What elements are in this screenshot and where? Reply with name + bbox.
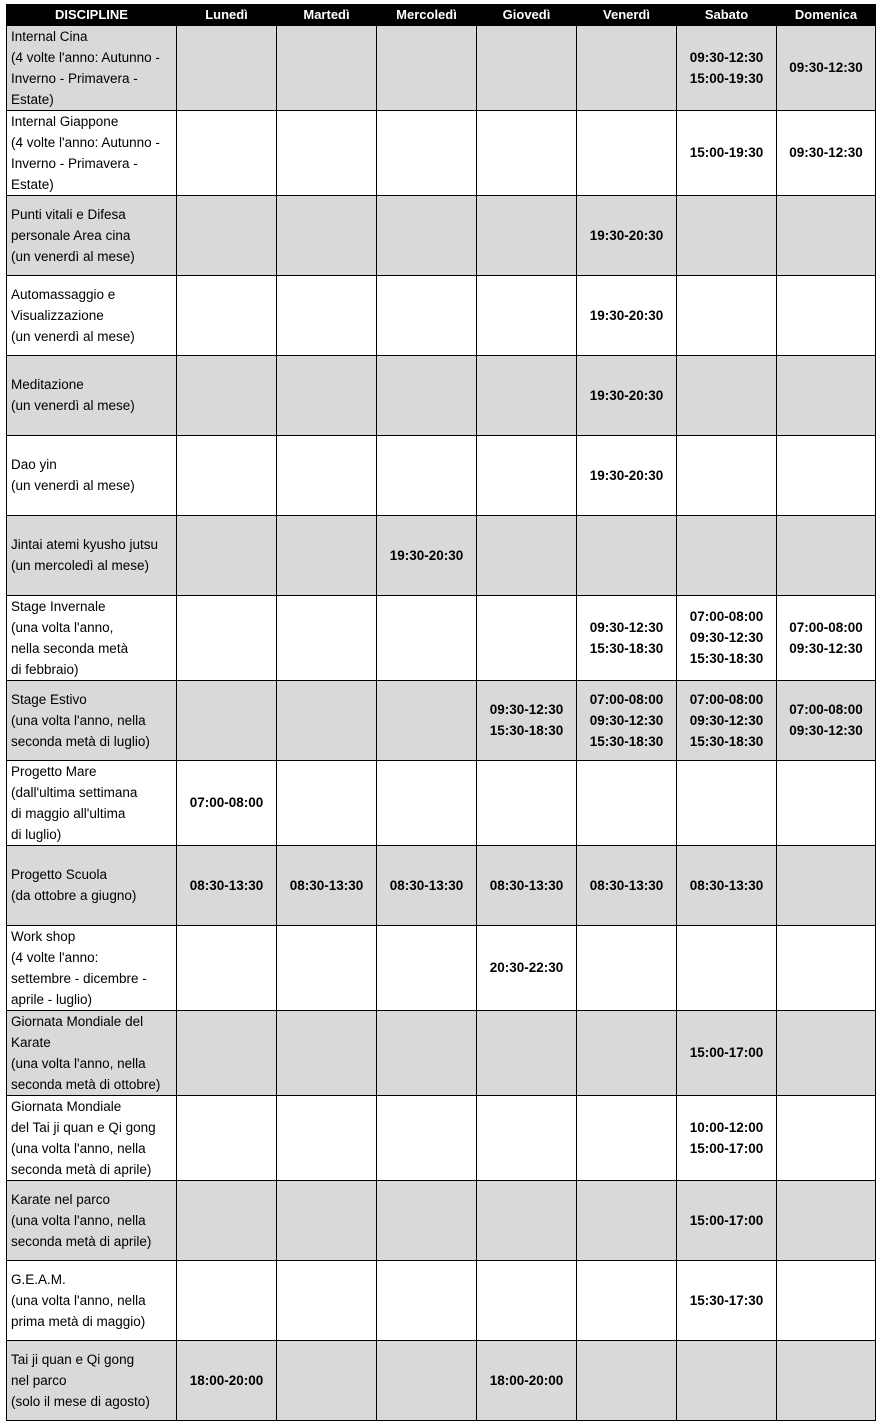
time-cell-lunedi — [177, 195, 277, 275]
time-cell-sabato — [677, 435, 777, 515]
time-cell-mercoledi — [377, 1340, 477, 1420]
time-cell-venerdi: 19:30-20:30 — [577, 355, 677, 435]
time-cell-giovedi — [477, 355, 577, 435]
discipline-label: Internal Giappone (4 volte l'anno: Autunno - Inverno - Primavera - Estate) — [11, 113, 160, 192]
time-cell-venerdi: 19:30-20:30 — [577, 275, 677, 355]
time-cell-sabato — [677, 1340, 777, 1420]
time-cell-venerdi — [577, 1010, 677, 1095]
time-cell-mercoledi: 19:30-20:30 — [377, 515, 477, 595]
time-cell-domenica — [777, 195, 876, 275]
time-cell-sabato: 07:00-08:00 09:30-12:30 15:30-18:30 — [677, 595, 777, 680]
time-cell-lunedi — [177, 355, 277, 435]
time-cell-giovedi — [477, 110, 577, 195]
table-row — [7, 25, 876, 110]
time-cell-martedi — [277, 110, 377, 195]
discipline-cell — [7, 110, 177, 195]
time-cell-venerdi — [577, 1260, 677, 1340]
time-cell-lunedi — [177, 515, 277, 595]
time-cell-lunedi — [177, 110, 277, 195]
time-cell-mercoledi — [377, 25, 477, 110]
discipline-label: Punti vitali e Difesa personale Area cina (un venerdì al mese) — [11, 206, 135, 264]
table-row — [7, 1180, 876, 1260]
discipline-cell — [7, 925, 177, 1010]
discipline-label: Jintai atemi kyusho jutsu (un mercoledì al mese) — [11, 537, 159, 573]
time-cell-sabato: 15:00-17:00 — [677, 1180, 777, 1260]
time-cell-mercoledi — [377, 195, 477, 275]
discipline-label: G.E.A.M. (una volta l'anno, nella prima metà di maggio) — [11, 1271, 146, 1329]
header-row — [7, 4, 876, 25]
discipline-label: Tai ji quan e Qi gong nel parco (solo il mese di agosto) — [11, 1351, 150, 1409]
time-cell-martedi — [277, 275, 377, 355]
table-row — [7, 1260, 876, 1340]
time-cell-domenica — [777, 515, 876, 595]
time-cell-lunedi — [177, 25, 277, 110]
schedule-table — [6, 4, 876, 1421]
time-cell-mercoledi — [377, 760, 477, 845]
time-cell-mercoledi — [377, 1095, 477, 1180]
time-cell-domenica — [777, 1095, 876, 1180]
table-row — [7, 925, 876, 1010]
time-cell-venerdi — [577, 515, 677, 595]
header-discipline: DISCIPLINE — [7, 4, 177, 25]
time-cell-lunedi — [177, 680, 277, 760]
time-cell-domenica — [777, 355, 876, 435]
header-venerdi: Venerdì — [577, 4, 677, 25]
table-row — [7, 1340, 876, 1420]
time-cell-sabato — [677, 275, 777, 355]
discipline-cell — [7, 25, 177, 110]
time-cell-venerdi: 08:30-13:30 — [577, 845, 677, 925]
time-cell-giovedi — [477, 435, 577, 515]
time-cell-giovedi — [477, 1095, 577, 1180]
time-cell-martedi — [277, 515, 377, 595]
time-cell-mercoledi — [377, 925, 477, 1010]
schedule-body — [7, 25, 876, 1420]
discipline-cell — [7, 275, 177, 355]
header-mercoledi: Mercoledì — [377, 4, 477, 25]
time-cell-domenica — [777, 760, 876, 845]
time-cell-domenica — [777, 845, 876, 925]
time-cell-venerdi — [577, 760, 677, 845]
discipline-cell — [7, 515, 177, 595]
time-cell-venerdi: 09:30-12:30 15:30-18:30 — [577, 595, 677, 680]
time-cell-martedi — [277, 355, 377, 435]
time-cell-domenica: 09:30-12:30 — [777, 110, 876, 195]
discipline-label: Stage Invernale (una volta l'anno, nella seconda metà di febbraio) — [11, 598, 129, 677]
time-cell-giovedi — [477, 760, 577, 845]
time-cell-venerdi: 07:00-08:00 09:30-12:30 15:30-18:30 — [577, 680, 677, 760]
time-cell-sabato — [677, 195, 777, 275]
table-row — [7, 595, 876, 680]
discipline-label: Giornata Mondiale del Karate (una volta l'anno, nella seconda metà di ottobre) — [11, 1013, 161, 1092]
time-cell-venerdi — [577, 25, 677, 110]
time-cell-domenica — [777, 1010, 876, 1095]
discipline-label: Stage Estivo (una volta l'anno, nella seconda metà di luglio) — [11, 691, 150, 749]
time-cell-domenica: 07:00-08:00 09:30-12:30 — [777, 595, 876, 680]
discipline-cell — [7, 355, 177, 435]
time-cell-mercoledi — [377, 435, 477, 515]
time-cell-martedi — [277, 195, 377, 275]
time-cell-sabato — [677, 925, 777, 1010]
time-cell-domenica: 07:00-08:00 09:30-12:30 — [777, 680, 876, 760]
header-martedi: Martedì — [277, 4, 377, 25]
time-cell-martedi — [277, 925, 377, 1010]
header-domenica: Domenica — [777, 4, 876, 25]
table-row — [7, 515, 876, 595]
table-row — [7, 680, 876, 760]
time-cell-mercoledi: 08:30-13:30 — [377, 845, 477, 925]
time-cell-martedi — [277, 435, 377, 515]
time-cell-sabato: 07:00-08:00 09:30-12:30 15:30-18:30 — [677, 680, 777, 760]
discipline-label: Karate nel parco (una volta l'anno, nella seconda metà di aprile) — [11, 1191, 152, 1249]
time-cell-mercoledi — [377, 680, 477, 760]
time-cell-giovedi: 09:30-12:30 15:30-18:30 — [477, 680, 577, 760]
table-row — [7, 1010, 876, 1095]
time-cell-lunedi: 08:30-13:30 — [177, 845, 277, 925]
time-cell-giovedi: 08:30-13:30 — [477, 845, 577, 925]
time-cell-martedi — [277, 1340, 377, 1420]
time-cell-lunedi — [177, 1095, 277, 1180]
time-cell-venerdi — [577, 110, 677, 195]
time-cell-venerdi: 19:30-20:30 — [577, 195, 677, 275]
time-cell-sabato — [677, 355, 777, 435]
time-cell-lunedi — [177, 1010, 277, 1095]
time-cell-lunedi — [177, 1260, 277, 1340]
discipline-cell — [7, 845, 177, 925]
time-cell-domenica: 09:30-12:30 — [777, 25, 876, 110]
time-cell-lunedi — [177, 275, 277, 355]
time-cell-mercoledi — [377, 1180, 477, 1260]
time-cell-mercoledi — [377, 1010, 477, 1095]
time-cell-sabato: 15:00-17:00 — [677, 1010, 777, 1095]
time-cell-lunedi — [177, 925, 277, 1010]
discipline-label: Automassaggio e Visualizzazione (un venerdì al mese) — [11, 286, 135, 344]
discipline-cell — [7, 595, 177, 680]
time-cell-giovedi — [477, 195, 577, 275]
time-cell-sabato — [677, 515, 777, 595]
time-cell-lunedi — [177, 435, 277, 515]
time-cell-martedi — [277, 680, 377, 760]
time-cell-sabato: 15:30-17:30 — [677, 1260, 777, 1340]
time-cell-sabato — [677, 760, 777, 845]
discipline-label: Giornata Mondiale del Tai ji quan e Qi gong (una volta l'anno, nella seconda metà di aprile) — [11, 1098, 156, 1177]
time-cell-martedi — [277, 1180, 377, 1260]
table-row — [7, 110, 876, 195]
time-cell-domenica — [777, 925, 876, 1010]
time-cell-martedi — [277, 25, 377, 110]
header-sabato: Sabato — [677, 4, 777, 25]
table-row — [7, 760, 876, 845]
time-cell-giovedi — [477, 1010, 577, 1095]
time-cell-martedi — [277, 760, 377, 845]
discipline-cell — [7, 1095, 177, 1180]
time-cell-giovedi — [477, 1180, 577, 1260]
time-cell-venerdi — [577, 925, 677, 1010]
time-cell-venerdi — [577, 1180, 677, 1260]
time-cell-domenica — [777, 1340, 876, 1420]
discipline-cell — [7, 1260, 177, 1340]
time-cell-mercoledi — [377, 110, 477, 195]
discipline-cell — [7, 195, 177, 275]
discipline-cell — [7, 1010, 177, 1095]
table-row — [7, 435, 876, 515]
discipline-label: Work shop (4 volte l'anno: settembre - dicembre - aprile - luglio) — [11, 928, 147, 1007]
time-cell-domenica — [777, 1180, 876, 1260]
discipline-label: Progetto Mare (dall'ultima settimana di maggio all'ultima di luglio) — [11, 763, 138, 842]
time-cell-venerdi — [577, 1340, 677, 1420]
header-lunedi: Lunedì — [177, 4, 277, 25]
discipline-cell — [7, 760, 177, 845]
time-cell-mercoledi — [377, 1260, 477, 1340]
time-cell-martedi — [277, 1260, 377, 1340]
discipline-label: Meditazione (un venerdì al mese) — [11, 377, 135, 413]
header-giovedi: Giovedì — [477, 4, 577, 25]
table-row — [7, 845, 876, 925]
time-cell-lunedi — [177, 595, 277, 680]
discipline-label: Progetto Scuola (da ottobre a giugno) — [11, 867, 137, 903]
discipline-cell — [7, 1340, 177, 1420]
table-row — [7, 1095, 876, 1180]
time-cell-venerdi — [577, 1095, 677, 1180]
time-cell-mercoledi — [377, 595, 477, 680]
time-cell-lunedi — [177, 1180, 277, 1260]
schedule-header — [7, 4, 876, 25]
time-cell-giovedi — [477, 595, 577, 680]
time-cell-domenica — [777, 435, 876, 515]
table-row — [7, 355, 876, 435]
time-cell-giovedi — [477, 515, 577, 595]
time-cell-mercoledi — [377, 355, 477, 435]
discipline-cell — [7, 435, 177, 515]
table-row — [7, 275, 876, 355]
discipline-cell — [7, 1180, 177, 1260]
table-row — [7, 195, 876, 275]
time-cell-giovedi — [477, 1260, 577, 1340]
time-cell-martedi — [277, 1010, 377, 1095]
time-cell-giovedi: 20:30-22:30 — [477, 925, 577, 1010]
discipline-label: Internal Cina (4 volte l'anno: Autunno - Inverno - Primavera - Estate) — [11, 28, 160, 107]
time-cell-domenica — [777, 1260, 876, 1340]
time-cell-giovedi — [477, 275, 577, 355]
time-cell-martedi — [277, 595, 377, 680]
time-cell-martedi: 08:30-13:30 — [277, 845, 377, 925]
time-cell-sabato: 09:30-12:30 15:00-19:30 — [677, 25, 777, 110]
time-cell-giovedi: 18:00-20:00 — [477, 1340, 577, 1420]
time-cell-martedi — [277, 1095, 377, 1180]
time-cell-sabato: 15:00-19:30 — [677, 110, 777, 195]
discipline-label: Dao yin (un venerdì al mese) — [11, 457, 135, 493]
time-cell-lunedi: 18:00-20:00 — [177, 1340, 277, 1420]
time-cell-sabato: 10:00-12:00 15:00-17:00 — [677, 1095, 777, 1180]
time-cell-giovedi — [477, 25, 577, 110]
time-cell-venerdi: 19:30-20:30 — [577, 435, 677, 515]
discipline-cell — [7, 680, 177, 760]
time-cell-lunedi: 07:00-08:00 — [177, 760, 277, 845]
time-cell-mercoledi — [377, 275, 477, 355]
time-cell-domenica — [777, 275, 876, 355]
time-cell-sabato: 08:30-13:30 — [677, 845, 777, 925]
